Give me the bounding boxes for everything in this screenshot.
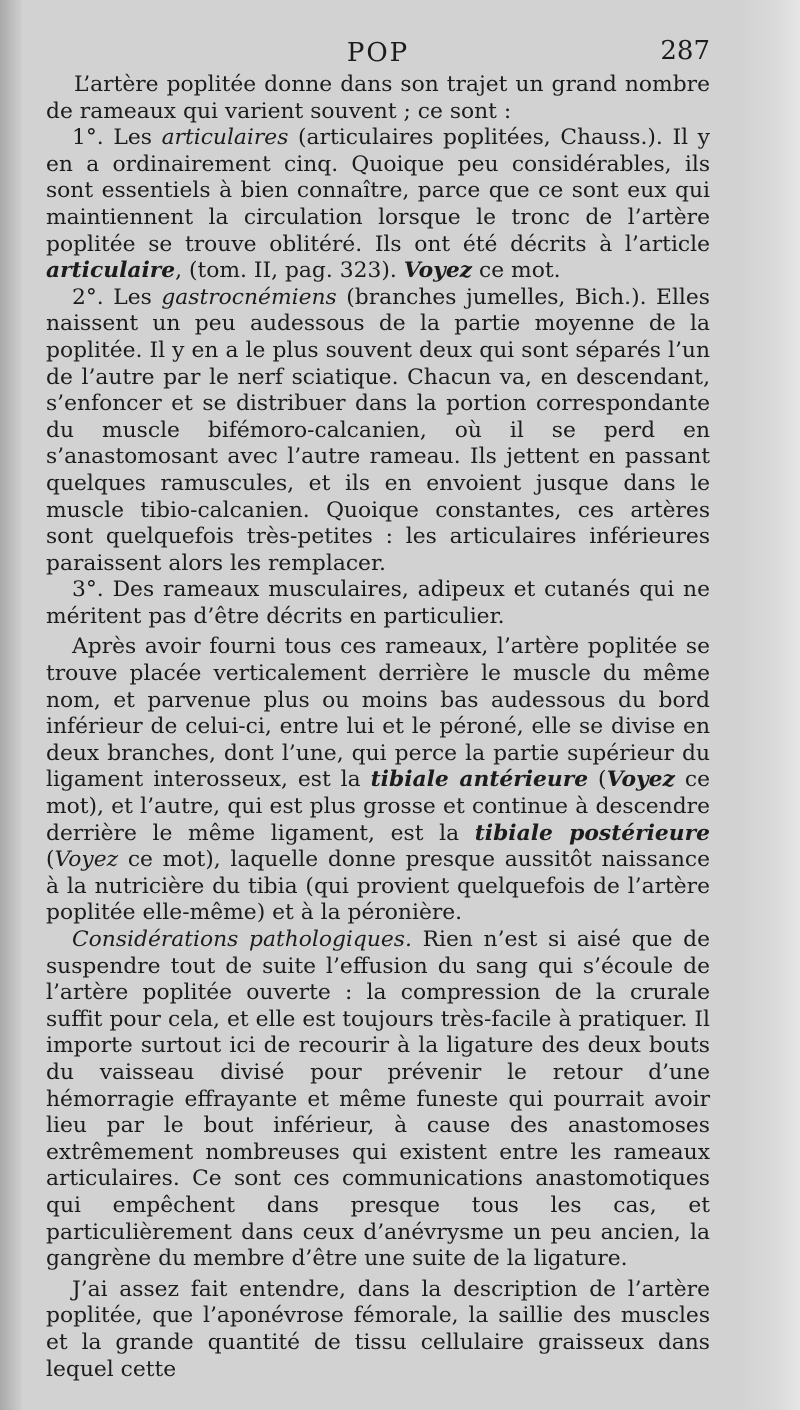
running-title: POP: [346, 38, 410, 68]
running-head: [46, 36, 710, 72]
page-right-margin: [740, 0, 800, 1410]
division-text-c: ce mot), et l’autre, qui est plus grosse et continue à descendre derrière le même ligament, est la: [46, 767, 710, 846]
articulaires-reference: , (tom. II, pag. 323).: [175, 258, 404, 284]
paragraph-intro: [46, 72, 710, 125]
articulaires-end: ce mot.: [472, 258, 561, 284]
body-text: [46, 72, 710, 1383]
item-number-1: 1°. Les: [72, 125, 162, 151]
division-text-d: (: [46, 847, 55, 873]
term-gastrocnemiens: gastrocnémiens: [161, 284, 337, 310]
page-number: 287: [660, 36, 710, 66]
voyez-1: Voyez: [403, 258, 473, 284]
page-gutter-shadow: [0, 0, 22, 1410]
item-number-2: 2°. Les: [72, 284, 162, 310]
division-text-a: Après avoir fourni tous ces rameaux, l’artère poplitée se trouve placée verticalement derrière le muscle du même nom, et parvenue plus ou moins bas audessous du bord inférieur de celui-ci, entre lui et le péroné, elle se divise en deux branches, dont l’une, qui perce la partie supérieur du ligament interosseux, est la: [46, 634, 710, 793]
term-tibiale-posterieure: tibiale postérieure: [474, 820, 710, 846]
term-articulaire: articulaire: [46, 258, 176, 284]
paragraph-rameaux-musculaires: [46, 577, 710, 630]
paragraph-intro-text: L’artère poplitée donne dans son trajet un grand nombre de rameaux qui varient souvent ; ce sont :: [46, 72, 710, 124]
division-text-e: ce mot), laquelle donne presque aussitôt naissance à la nutricière du tibia (qui provient quelquefois de l’artère poplitée elle-même) et à la péronière.: [46, 847, 710, 926]
articulaires-text: (articulaires poplitées, Chauss.). Il y en a ordinairement cinq. Quoique peu considérables, ils sont essentiels à bien connaître, parce que ce sont eux qui maintiennent la circulation lorsque le tronc de l’artère poplitée se trouve oblitéré. Ils ont été décrits à l’article: [46, 125, 710, 257]
division-text-b: (: [588, 767, 607, 793]
paragraph-articulaires: [46, 125, 710, 285]
heading-considerations-pathologiques: Considérations pathologiques.: [72, 927, 412, 952]
paragraph-final: [46, 1277, 710, 1383]
voyez-3: Voyez: [54, 847, 119, 873]
term-articulaires: articulaires: [161, 125, 289, 151]
paragraph-pathologiques: [46, 927, 710, 1273]
voyez-2: Voyez: [606, 767, 675, 793]
final-text: J’ai assez fait entendre, dans la description de l’artère poplitée, que l’aponévrose fémorale, la saillie des muscles et la grande quantité de tissu cellulaire graisseux dans lequel cette: [46, 1276, 710, 1382]
rameaux-musculaires-text: 3°. Des rameaux musculaires, adipeux et cutanés qui ne méritent pas d’être décrits en particulier.: [46, 577, 710, 629]
term-tibiale-anterieure: tibiale antérieure: [370, 767, 589, 793]
paragraph-division: [46, 634, 710, 927]
paragraph-gastrocnemiens: [46, 285, 710, 578]
pathologiques-text: Rien n’est si aisé que de suspendre tout de suite l’effusion du sang qui s’écoule de l’artère poplitée ouverte : la compression de la crurale suffit pour cela, et elle est toujours très-facile à pratiquer. Il importe surtout ici de recourir à la ligature des deux bouts du vaisseau divisé pour prévenir le retour d’une hémorragie effrayante et même funeste qui pourrait avoir lieu par le bout inférieur, à cause des anastomoses extrêmement nombreuses qui existent entre les rameaux articulaires. Ce sont ces communications anastomotiques qui empêchent dans presque tous les cas, et particulièrement dans ceux d’anévrysme un peu ancien, la gangrène du membre d’être une suite de la ligature.: [46, 927, 710, 1272]
book-page: [46, 36, 710, 1383]
gastrocnemiens-text: (branches jumelles, Bich.). Elles naissent un peu audessous de la partie moyenne de la poplitée. Il y en a le plus souvent deux qui sont séparés l’un de l’autre par le nerf sciatique. Chacun va, en descendant, s’enfoncer et se distribuer dans la portion correspondante du muscle bifémoro-calcanien, où il se perd en s’anastomosant avec l’autre rameau. Ils jettent en passant quelques ramuscules, et ils en envoient jusque dans le muscle tibio-calcanien. Quoique constantes, ces artères sont quelquefois très-petites : les articulaires inférieures paraissent alors les remplacer.: [46, 284, 710, 576]
